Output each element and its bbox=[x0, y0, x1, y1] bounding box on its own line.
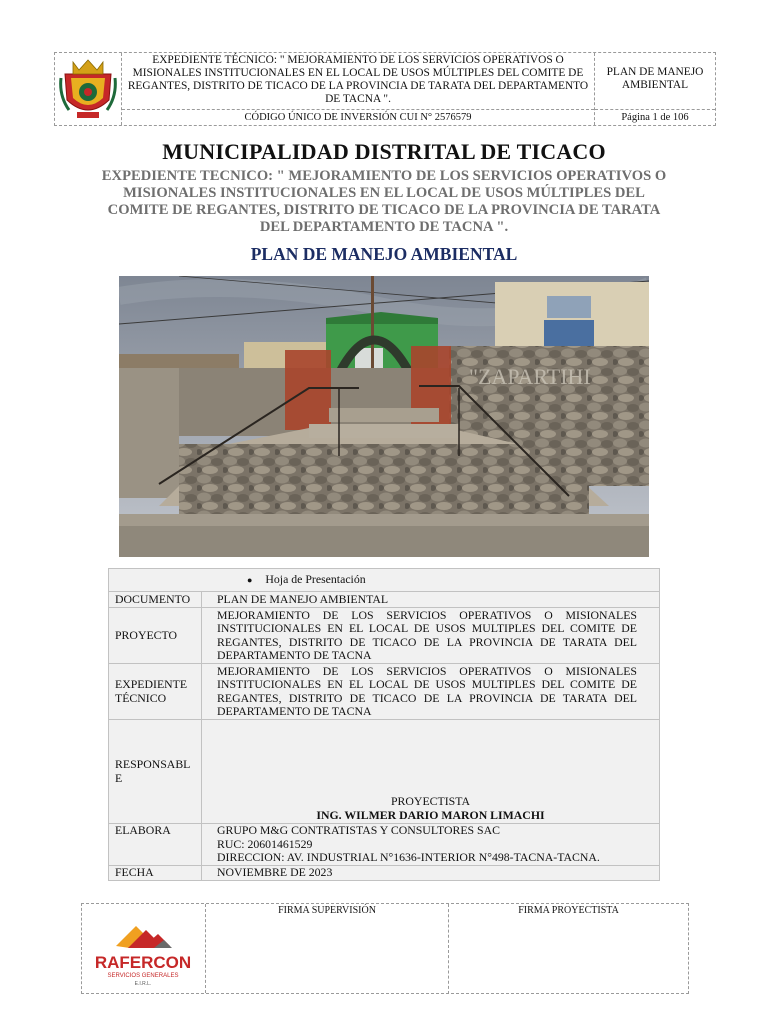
table-row bbox=[109, 664, 660, 720]
value-proyecto: MEJORAMIENTO DE LOS SERVICIOS OPERATIVOS O MISIONALES INSTITUCIONALES EN EL LOCAL DE USOS MULTIPLES DEL COMITE DE REGANTES, DISTRITO DE TICACO DE LA PROVINCIA DE TARATA DEL DEPARTAMENTO DE TACNA bbox=[202, 608, 660, 664]
label-expediente: EXPEDIENTE TÉCNICO bbox=[109, 664, 202, 720]
label-proyecto: PROYECTO bbox=[109, 608, 202, 664]
label-responsable: RESPONSABLE bbox=[109, 720, 202, 824]
firma-supervision: FIRMA SUPERVISIÓN bbox=[206, 904, 449, 994]
wall-graffiti: "ZAPARTIHI bbox=[469, 364, 591, 389]
firma-proyectista: FIRMA PROYECTISTA bbox=[518, 905, 619, 916]
table-row bbox=[109, 608, 660, 664]
elabora-company: GRUPO M&G CONTRATISTAS Y CONSULTORES SAC bbox=[217, 823, 500, 838]
presentation-table bbox=[108, 568, 660, 881]
header-plan-label: PLAN DE MANEJO AMBIENTAL bbox=[606, 66, 704, 91]
signature-footer bbox=[81, 903, 689, 994]
value-expediente: MEJORAMIENTO DE LOS SERVICIOS OPERATIVOS O MISIONALES INSTITUCIONALES EN EL LOCAL DE USOS MULTIPLES DEL COMITE DE REGANTES, DISTRITO DE TICACO DE LA PROVINCIA DE TARATA DEL DEPARTAMENTO DE TACNA bbox=[202, 664, 660, 720]
header-page-number: Página 1 de 106 bbox=[595, 109, 715, 126]
logo-eirl: E.I.R.L. bbox=[134, 981, 152, 987]
value-documento: PLAN DE MANEJO AMBIENTAL bbox=[202, 592, 660, 608]
bullet-label: Hoja de Presentación bbox=[265, 571, 366, 586]
logo-name: RAFERCON bbox=[94, 953, 192, 972]
table-row bbox=[109, 866, 660, 881]
label-fecha: FECHA bbox=[109, 866, 202, 881]
table-row bbox=[109, 720, 660, 824]
company-logo bbox=[82, 904, 206, 993]
header-title: EXPEDIENTE TÉCNICO: " MEJORAMIENTO DE LOS SERVICIOS OPERATIVOS O MISIONALES INSTITUCIONALES EN EL LOCAL DE USOS MÚLTIPLES DEL COMITE DE REGANTES, DISTRITO DE TICACO DE LA PROVINCIA DE TARATA DEL DEPARTAMENTO DE TACNA ". bbox=[127, 54, 589, 105]
bullet-icon: ● bbox=[247, 574, 253, 585]
label-documento: DOCUMENTO bbox=[109, 592, 202, 608]
label-elabora: ELABORA bbox=[109, 824, 202, 866]
responsable-role: PROYECTISTA bbox=[390, 794, 471, 808]
table-row bbox=[109, 824, 660, 866]
plan-title: PLAN DE MANEJO AMBIENTAL bbox=[250, 244, 518, 264]
table-row bbox=[109, 569, 660, 592]
municipality-title: MUNICIPALIDAD DISTRITAL DE TICACO bbox=[162, 139, 606, 164]
logo-subtitle: SERVICIOS GENERALES bbox=[107, 973, 179, 979]
elabora-address: DIRECCION: AV. INDUSTRIAL N°1636-INTERIOR N°498-TACNA-TACNA. bbox=[217, 850, 600, 865]
table-row bbox=[109, 592, 660, 608]
expediente-subtitle: EXPEDIENTE TECNICO: " MEJORAMIENTO DE LOS SERVICIOS OPERATIVOS O MISIONALES INSTITUCIONALES EN EL LOCAL DE USOS MÚLTIPLES DEL COMITE DE REGANTES, DISTRITO DE TICACO DE LA PROVINCIA DE TARATA DEL DEPARTAMENTO DE TACNA ". bbox=[101, 168, 667, 235]
elabora-ruc: RUC: 20601461529 bbox=[217, 836, 313, 851]
responsable-name: ING. WILMER DARIO MARON LIMACHI bbox=[316, 808, 545, 822]
site-photo bbox=[119, 276, 649, 557]
value-fecha: NOVIEMBRE DE 2023 bbox=[202, 866, 660, 881]
municipal-seal bbox=[55, 53, 122, 125]
document-header bbox=[54, 52, 716, 126]
coat-of-arms-icon bbox=[59, 56, 117, 122]
header-cui-code: CÓDIGO ÚNICO DE INVERSIÓN CUI N° 2576579 bbox=[122, 109, 594, 126]
